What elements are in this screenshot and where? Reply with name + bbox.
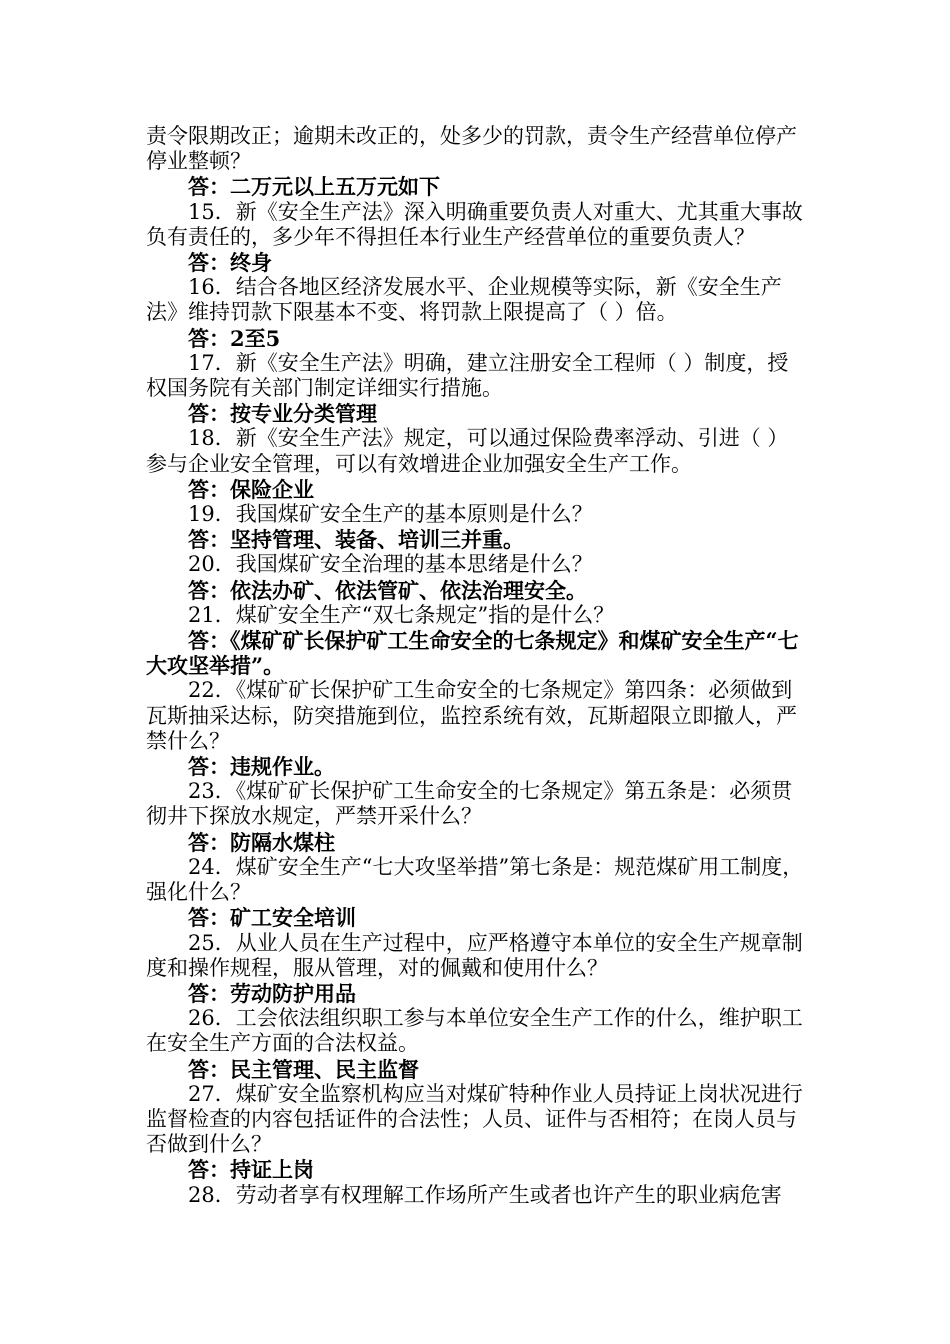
answer-22: 答：违规作业。	[188, 754, 335, 780]
question-26: 26．工会依法组织职工参与本单位安全生产工作的什么，维护职工在安全生产方面的合法权益。	[146, 1006, 803, 1056]
answer-20: 答：依法办矿、依法管矿、依法治理安全。	[188, 577, 587, 603]
answer-24: 答：矿工安全培训	[188, 905, 356, 931]
question-16: 16．结合各地区经济发展水平、企业规模等实际，新《安全生产法》维持罚款下限基本不变、将罚款上限提高了（ ）倍。	[146, 275, 782, 325]
answer-16: 答：2至5	[188, 325, 281, 351]
question-15: 15．新《安全生产法》深入明确重要负责人对重大、尤其重大事故负有责任的，多少年不得担任本行业生产经营单位的重要负责人？	[146, 199, 803, 249]
answer-15: 答：终身	[188, 250, 272, 276]
question-18: 18．新《安全生产法》规定，可以通过保险费率浮动、引进（ ）参与企业安全管理，可以有效增进企业加强安全生产工作。	[146, 426, 789, 476]
answer-21: 答：《煤矿矿长保护矿工生命安全的七条规定》和煤矿安全生产“七大攻坚举措”。	[146, 628, 799, 679]
answer-25: 答：劳动防护用品	[188, 980, 356, 1006]
answer-27: 答：持证上岗	[188, 1157, 314, 1183]
question-21: 21．煤矿安全生产“双七条规定”指的是什么？	[188, 602, 615, 627]
answer-23: 答：防隔水煤柱	[188, 829, 335, 855]
question-continuation: 责令限期改正；逾期未改正的，处多少的罚款，责令生产经营单位停产停业整顿？	[146, 124, 797, 174]
question-25: 25．从业人员在生产过程中，应严格遵守本单位的安全生产规章制度和操作规程，服从管理，对的佩戴和使用什么？	[146, 930, 803, 980]
answer-line: 答：二万元以上五万元如下	[188, 174, 440, 200]
question-17: 17．新《安全生产法》明确，建立注册安全工程师（ ）制度，授权国务院有关部门制定详细实行措施。	[146, 350, 789, 401]
question-20: 20．我国煤矿安全治理的基本思绪是什么？	[188, 552, 593, 577]
answer-19: 答：坚持管理、装备、培训三并重。	[188, 527, 524, 553]
question-28: 28．劳动者享有权理解工作场所产生或者也许产生的职业病危害	[188, 1182, 782, 1207]
question-19: 19．我国煤矿安全生产的基本原则是什么？	[188, 502, 593, 527]
question-22: 22．《煤矿矿长保护矿工生命安全的七条规定》第四条：必须做到瓦斯抽采达标，防突措施到位，监控系统有效，瓦斯超限立即撤人，严禁什么？	[146, 678, 797, 753]
answer-17: 答：按专业分类管理	[188, 401, 377, 427]
question-27: 27．煤矿安全监察机构应当对煤矿特种作业人员持证上岗状况进行监督检查的内容包括证件的合法性；人员、证件与否相符；在岗人员与否做到什么？	[146, 1081, 803, 1157]
question-23: 23．《煤矿矿长保护矿工生命安全的七条规定》第五条是：必须贯彻井下探放水规定，严禁开采什么？	[146, 779, 793, 829]
question-24: 24．煤矿安全生产“七大攻坚举措”第七条是：规范煤矿用工制度，强化什么？	[146, 854, 804, 905]
document-page	[146, 124, 808, 1208]
answer-26: 答：民主管理、民主监督	[188, 1056, 419, 1082]
answer-18: 答：保险企业	[188, 476, 314, 502]
